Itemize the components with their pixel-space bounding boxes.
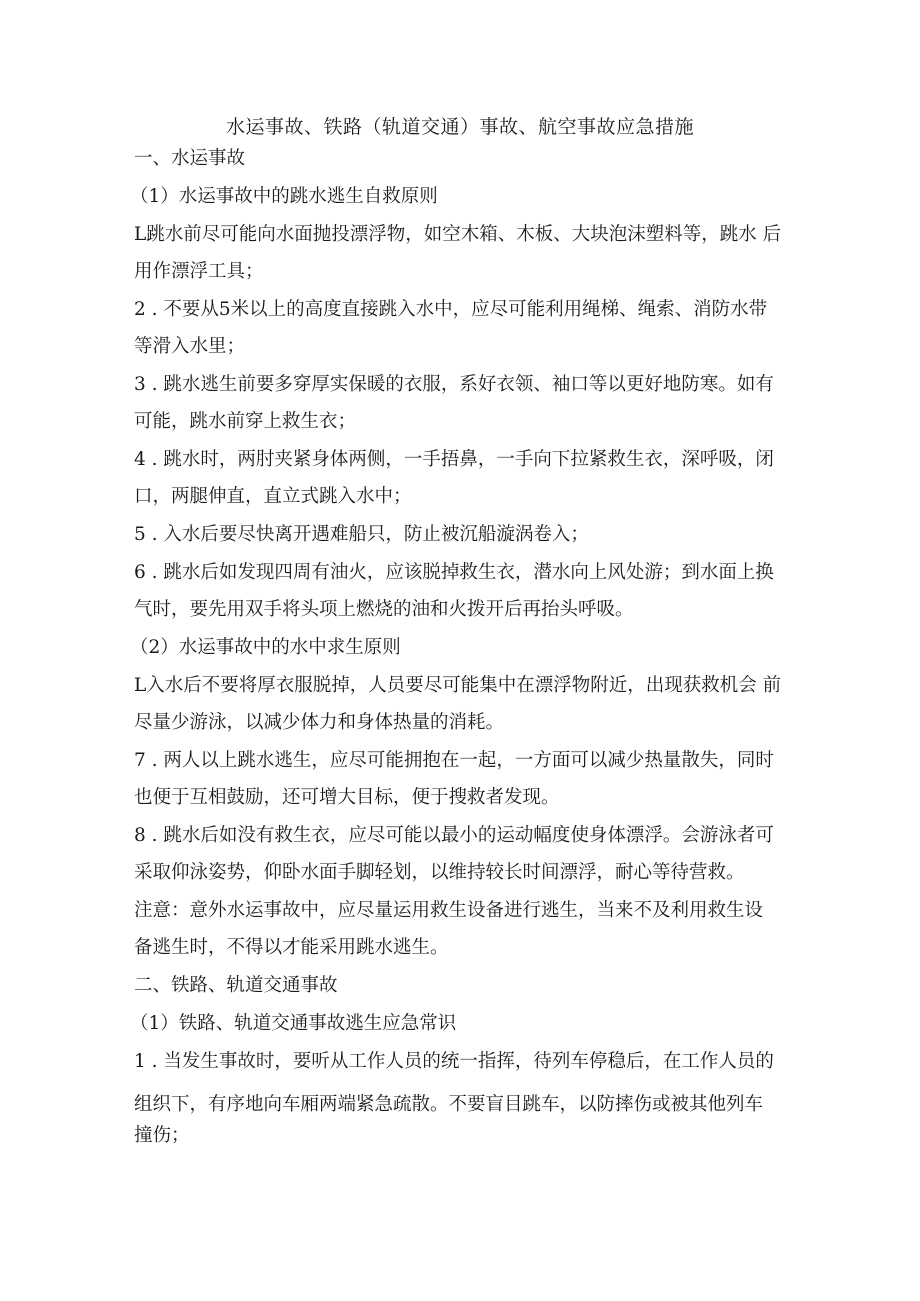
paragraph-line: 尽量少游泳，以减少体力和身体热量的消耗。 bbox=[134, 712, 505, 733]
paragraph bbox=[134, 372, 784, 435]
paragraph-line: 2 . 不要从5米以上的高度直接跳入水中，应尽可能利用绳梯、绳索、消防水带 bbox=[134, 299, 768, 320]
paragraph bbox=[134, 222, 784, 285]
paragraph-line: 8 . 跳水后如没有救生衣，应尽可能以最小的运动幅度使身体漂浮。会游泳者可 bbox=[134, 825, 774, 846]
paragraph-line: 也便于互相鼓励，还可增大目标，便于搜救者发现。 bbox=[134, 787, 560, 808]
document-body bbox=[130, 146, 784, 1161]
paragraph-line: 1 . 当发生事故时，要听从工作人员的统一指挥，待列车停稳后，在工作人员的 bbox=[134, 1051, 774, 1072]
paragraph-line: 5 . 入水后要尽快离开遇难船只，防止被沉船漩涡卷入； bbox=[134, 524, 589, 545]
paragraph-line: L入水后不要将厚衣服脱掉，人员要尽可能集中在漂浮物附近，出现获救机会 前 bbox=[134, 675, 782, 696]
paragraph-line: 用作漂浮工具； bbox=[134, 261, 264, 282]
paragraph-line: 撞伤； bbox=[134, 1125, 190, 1146]
paragraph bbox=[134, 560, 784, 623]
paragraph bbox=[134, 748, 784, 811]
paragraph-line: 采取仰泳姿势，仰卧水面手脚轻划，以维持较长时间漂浮，耐心等待营救。 bbox=[134, 862, 745, 883]
paragraph-line: 7 . 两人以上跳水逃生，应尽可能拥抱在一起，一方面可以减少热量散失，同时 bbox=[134, 750, 774, 771]
paragraph-line: 备逃生时，不得以才能采用跳水逃生。 bbox=[134, 937, 449, 958]
paragraph bbox=[134, 1049, 784, 1149]
paragraph bbox=[134, 673, 784, 736]
paragraph bbox=[134, 447, 784, 510]
paragraph-line: 6 . 跳水后如发现四周有油火，应该脱掉救生衣，潜水向上风处游；到水面上换 bbox=[134, 562, 774, 583]
paragraph bbox=[134, 898, 784, 961]
subsection-heading: （1）铁路、轨道交通事故逃生应急常识 bbox=[130, 1013, 457, 1034]
subsection-heading: （2）水运事故中的水中求生原则 bbox=[130, 637, 401, 658]
paragraph-line: 口，两腿伸直，直立式跳入水中； bbox=[134, 486, 412, 507]
paragraph-line: 等滑入水里； bbox=[134, 336, 246, 357]
paragraph bbox=[134, 823, 784, 886]
paragraph-line: 注意：意外水运事故中，应尽量运用救生设备进行逃生，当来不及利用救生设 bbox=[134, 900, 764, 921]
paragraph-line: 4 . 跳水时，两肘夹紧身体两侧，一手捂鼻，一手向下拉紧救生衣，深呼吸，闭 bbox=[134, 449, 774, 470]
paragraph-line: 3 . 跳水逃生前要多穿厚实保暖的衣服，系好衣领、袖口等以更好地防寒。如有 bbox=[134, 374, 774, 395]
paragraph bbox=[134, 522, 784, 548]
document-title: 水运事故、铁路（轨道交通）事故、航空事故应急措施 bbox=[225, 116, 694, 138]
section-heading: 二、铁路、轨道交通事故 bbox=[134, 975, 338, 996]
paragraph-line: 组织下，有序地向车厢两端紧急疏散。不要盲目跳车，以防摔伤或被其他列车 bbox=[134, 1094, 764, 1115]
subsection-heading: （1）水运事故中的跳水逃生自救原则 bbox=[130, 186, 438, 207]
paragraph-line: 气时，要先用双手将头项上燃烧的油和火拨开后再抬头呼吸。 bbox=[134, 599, 634, 620]
section-heading: 一、水运事故 bbox=[134, 148, 246, 169]
paragraph-line: L跳水前尽可能向水面抛投漂浮物，如空木箱、木板、大块泡沫塑料等，跳水 后 bbox=[134, 224, 782, 245]
paragraph bbox=[134, 297, 784, 360]
paragraph-line: 可能，跳水前穿上救生衣； bbox=[134, 411, 357, 432]
